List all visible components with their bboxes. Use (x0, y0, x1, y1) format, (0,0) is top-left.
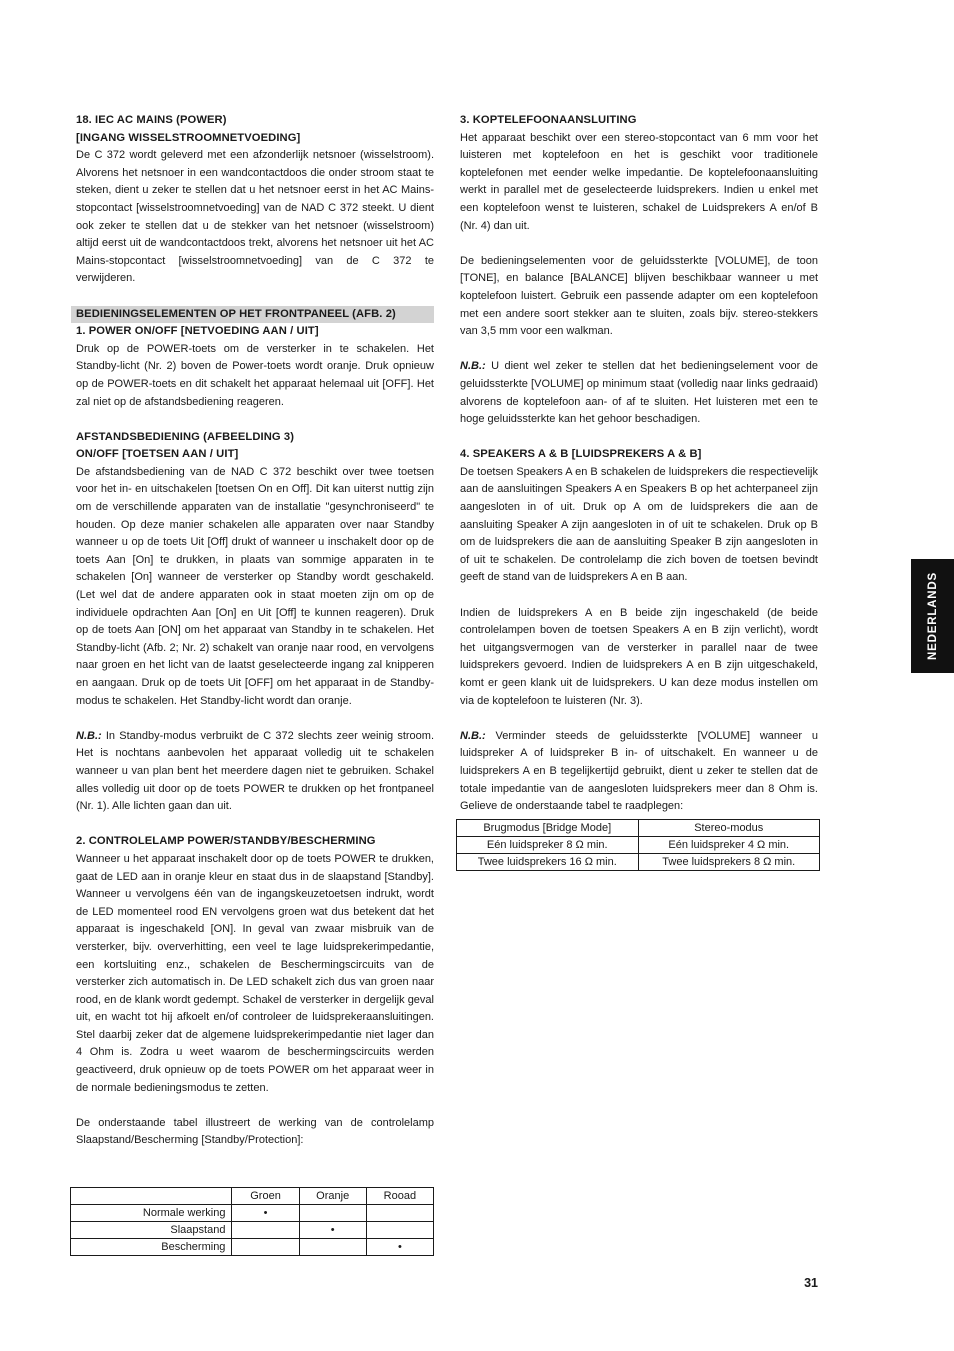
section-3-text: Het apparaat beschikt over een stereo-stopcontact van 6 mm voor het luisteren met koptelefoon en het is geschikt voor traditionele koptelefonen met eender welke impedantie. De koptelefoonaansluiting werkt in parallel met de geselecteerde luidsprekers. Indien u enkel met een koptelefoon wenst te luisteren, schakel de Luidsprekers A en/of B (Nr. 4) dan uit. (460, 131, 818, 232)
table-header-row (457, 820, 820, 837)
table-cell (232, 1222, 299, 1239)
table-cell: Twee luidsprekers 8 Ω min. (638, 854, 820, 871)
table-row-label: Slaapstand (71, 1222, 232, 1239)
led-status-table (70, 1187, 434, 1256)
table-row (71, 1239, 434, 1256)
section-2-table-intro: De onderstaande tabel illustreert de werking van de controlelamp Slaapstand/Bescherming [Standby/Protection]: (76, 1116, 434, 1147)
table-cell: Eén luidspreker 8 Ω min. (457, 837, 639, 854)
table-header-row (71, 1188, 434, 1205)
table-cell (299, 1205, 366, 1222)
remote-text: De afstandsbediening van de NAD C 372 beschikt over twee toetsen voor het in- en uitschakelen [toetsen On en Off]. Dit kan uiterst nuttig zijn om de verschillende apparaten van de installatie "gesynchroniseerd" te houden. Op deze manier schakelen alle apparaten over naar Standby wanneer u op de toets Uit [Off] drukt of wanneer u inschakelt door op de toets Aan [On] te drukken, in plaats van sommige apparaten in te schakelen [On] wanneer de versterker op Standby wordt geschakeld. (Let wel dat de andere apparaten ook in staat moeten zijn om op de individuele opdrachten Aan [On] en Uit [Off] te kunnen reageren). Druk op de toets Aan [ON] om het apparaat van Standby in te schakelen. Het Standby-licht (Afb. 2; Nr. 2) schakelt van oranje naar rood, en vervolgens naar groen en het licht van de laatst geselecteerde ingang zal knipperen en aangaan. Druk op de toets Uit [OFF] om het apparaat in de Standby-modus te schakelen. Het Standby-licht wordt dan oranje. (76, 465, 434, 707)
section-1-text: Druk op de POWER-toets om de versterker in te schakelen. Het Standby-licht (Nr. 2) boven de Power-toets wordt oranje. Druk opnieuw op de POWER-toets en dit schakelt het apparaat helemaal uit [OFF]. Het zal niet op de afstandsbediening reageren. (76, 342, 434, 408)
note-text: U dient wel zeker te stellen dat het bedieningselement voor de geluidssterkte [VOLUME] op minimum staat (volledig naar links gedraaid) alvorens de koptelefoon aan- of af te sluiten. Het luisteren met een te hoge geluidssterkte kan het gehoor beschadigen. (460, 360, 818, 426)
section-4-text-2: Indien de luidsprekers A en B beide zijn ingeschakeld (de beide controlelampen boven de toetsen Speakers A en B zijn verlicht), wordt het uitgangsvermogen van de versterker in parallel naar de twee luidsprekers gevoerd. Indien de luidsprekers A en B zijn uitgeschakeld, komt er geen klank uit de luidsprekers. U kan deze modus instellen om via de koptelefoon te luisteren (Nr. 3). (460, 606, 818, 707)
table-cell: Eén luidspreker 4 Ω min. (638, 837, 820, 854)
section-3-text-2: De bedieningselementen voor de geluidssterkte [VOLUME], de toon [TONE], en balance [BALANCE] blijven beschikbaar wanneer u met koptelefoon luistert. Gebruik een passende adapter om een koptelefoon met een andere soort stekker aan te sluiten, zoals bijv. stereo-stekkers van 3,5 mm voor een walkman. (460, 254, 818, 338)
page-number: 31 (804, 1276, 818, 1290)
language-tab-label: NEDERLANDS (926, 572, 939, 660)
section-18-title: 18. IEC AC MAINS (POWER) (76, 114, 227, 126)
left-column (76, 112, 434, 1150)
table-cell: • (232, 1205, 299, 1222)
section-1-title: 1. POWER ON/OFF [NETVOEDING AAN / UIT] (76, 325, 319, 338)
table-row (71, 1222, 434, 1239)
table-header-cell: Rooad (366, 1188, 433, 1205)
table-header-cell (71, 1188, 232, 1205)
section-18-text: De C 372 wordt geleverd met een afzonderlijk netsnoer (wisselstroom). Alvorens het netsnoer in een wandcontactdoos die onder stroom staat te steken, dient u zeker te stellen dat u het netsnoer eerst in het AC Mains-stopcontact [wisselstroomnetvoeding] van de NAD C 372 steekt. U dient ook zeker te stellen dat u de stekker van het netsnoer (wisselstroom) altijd eerst uit de wandcontactdoos trekt, alvorens het netsnoer uit het AC Mains-stopcontact [wisselstroomnetvoeding] van de C 372 te verwijderen. (76, 149, 434, 285)
note-headphones (460, 358, 818, 428)
language-tab (911, 559, 954, 673)
note-label: N.B.: (460, 729, 486, 742)
table-cell: • (366, 1239, 433, 1256)
table-header-cell: Stereo-modus (638, 820, 820, 837)
table-row (457, 854, 820, 871)
table-cell: • (299, 1222, 366, 1239)
section-2-title: 2. CONTROLELAMP POWER/STANDBY/BESCHERMING (76, 835, 376, 848)
note-standby (76, 728, 434, 816)
table-cell (299, 1239, 366, 1256)
section-3-title: 3. KOPTELEFOONAANSLUITING (460, 114, 637, 126)
section-4-title: 4. SPEAKERS A & B [LUIDSPREKERS A & B] (460, 448, 702, 461)
table-cell (366, 1205, 433, 1222)
table-row (71, 1205, 434, 1222)
section-18-subtitle: [INGANG WISSELSTROOMNETVOEDING] (76, 131, 301, 144)
table-row-label: Normale werking (71, 1205, 232, 1222)
right-column (460, 112, 818, 816)
note-label: N.B.: (76, 729, 102, 742)
table-header-cell: Groen (232, 1188, 299, 1205)
table-cell (366, 1222, 433, 1239)
table-cell: Twee luidsprekers 16 Ω min. (457, 854, 639, 871)
note-label: N.B.: (460, 360, 486, 373)
table-row-label: Bescherming (71, 1239, 232, 1256)
note-speakers (460, 728, 818, 816)
section-4-text: De toetsen Speakers A en B schakelen de luidsprekers die respectievelijk aan de aansluitingen Speakers A en Speakers B op het achterpaneel zijn aangesloten in of uit. Druk op A om de luidsprekers die aan de aansluiting Speaker A zijn aangesloten in of uit te schakelen. Druk op B om de luidsprekers die aan de aansluiting Speaker B zijn aangesloten in of uit te schakelen. De controlelamp die zich boven de toetsen bevindt geeft de stand van de luidsprekers A en B aan. (460, 465, 818, 584)
table-header-cell: Brugmodus [Bridge Mode] (457, 820, 639, 837)
table-row (457, 837, 820, 854)
remote-subtitle: ON/OFF [TOETSEN AAN / UIT] (76, 448, 239, 461)
remote-title: AFSTANDSBEDIENING (AFBEELDING 3) (76, 430, 295, 443)
section-2-text: Wanneer u het apparaat inschakelt door op de toets POWER te drukken, gaat de LED aan in oranje kleur en staat dus in de slaapstand [Standby]. Wanneer u vervolgens één van de ingangskeuzetoetsen indrukt, wordt de LED momenteel rood EN vervolgens groen wat dus betekent dat het apparaat is ingeschakeld [ON]. In geval van zwaar misbruik van de versterker, bijv. oververhitting, een veel te lage luidsprekerimpedantie, een kortsluiting enz., schakelen de Beschermingscircuits van de versterker zich automatisch in. De LED schakelt zich dus van groen naar rood, en de klank wordt gedempt. Schakel de versterker in dergelijk geval uit, en wacht tot hij afkoelt en/of controleer de luidsprekeraansluitingen. Stel daarbij zeker dat de algemene luidsprekerimpedantie niet lager dan 4 Ohm is. Zodra u weet waarom de beschermingscircuits werden geactiveerd, druk opnieuw op de toets POWER om het apparaat weer in de normale bedieningsmodus te zetten. (76, 852, 434, 1094)
table-header-cell: Oranje (299, 1188, 366, 1205)
frontpanel-band-title: BEDIENINGSELEMENTEN OP HET FRONTPANEEL (AFB. 2) (71, 306, 434, 324)
note-text: In Standby-modus verbruikt de C 372 slechts zeer weinig stroom. Het is nochtans aanbevolen het apparaat volledig uit te schakelen wanneer u van plan bent het meerdere dagen niet te gebruiken. Schakel alles volledig uit door op de toets POWER te drukken op het frontpaneel (Nr. 1). Alle lichten gaan dan uit. (76, 729, 434, 813)
impedance-mode-table (456, 819, 820, 871)
note-text: Verminder steeds de geluidssterkte [VOLUME] wanneer u luidspreker A of luidspreker B in- of uitschakelt. En wanneer u de luidsprekers A en B tegelijkertijd gebruikt, dient u zeker te stellen dat de totale impedantie van de aangesloten luidsprekers meer dan 8 Ohm is. Gelieve de onderstaande tabel te raadplegen: (460, 729, 818, 813)
table-cell (232, 1239, 299, 1256)
